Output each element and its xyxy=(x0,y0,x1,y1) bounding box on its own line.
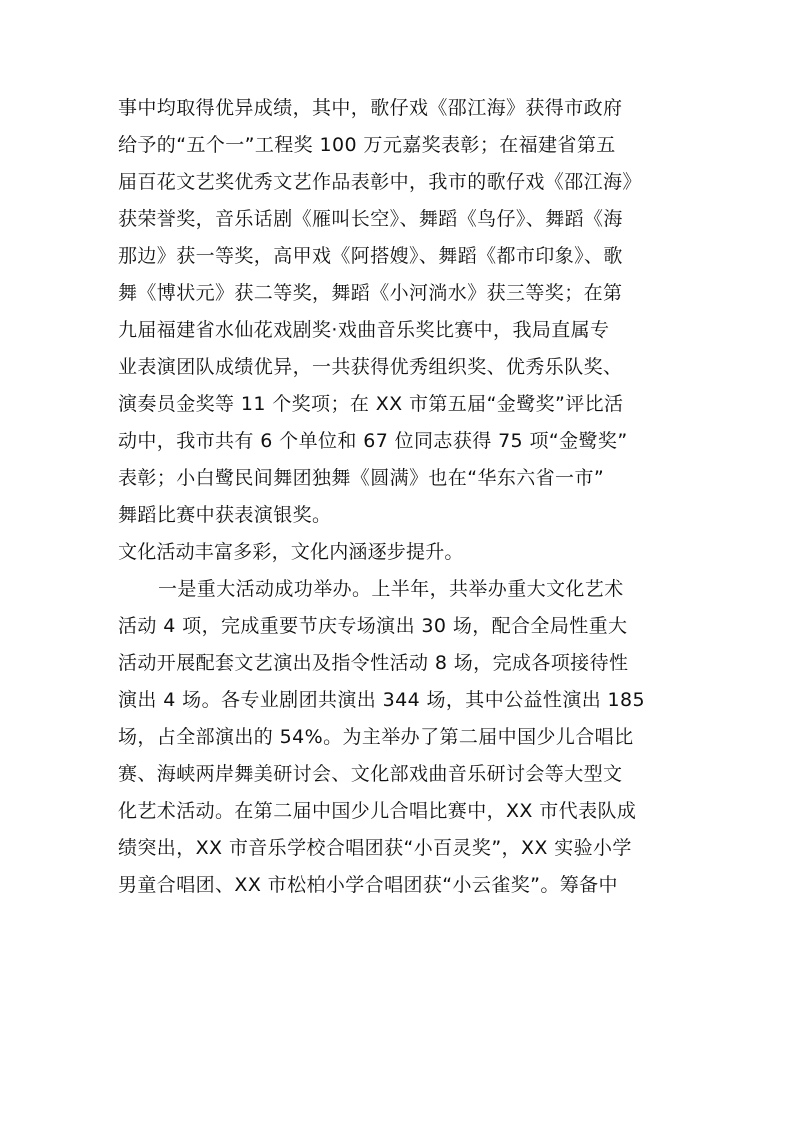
section-heading: 文化活动丰富多彩，文化内涵逐步提升。 xyxy=(118,541,464,563)
text-line-4: 获荣誉奖，音乐话剧《雁叫长空》、舞蹈《鸟仔》、舞蹈《海 xyxy=(118,208,623,230)
text-line-8: 业表演团队成绩优异，一共获得优秀组织奖、优秀乐队奖、 xyxy=(118,356,623,378)
text-line-15: 活动 4 项，完成重要节庆专场演出 30 场，配合全局性重大 xyxy=(118,615,628,637)
text-line-22: 男童合唱团、XX 市松柏小学合唱团获“小云雀奖”。筹备中 xyxy=(118,874,618,896)
text-line-2: 给予的“五个一”工程奖 100 万元嘉奖表彰；在福建省第五 xyxy=(118,134,616,156)
text-line-5: 那边》获一等奖，高甲戏《阿搭嫂》、舞蹈《都市印象》、歌 xyxy=(118,245,623,267)
text-line-11: 表彰；小白鹭民间舞团独舞《圆满》也在“华东六省一市” xyxy=(118,467,605,489)
text-line-19: 赛、海峡两岸舞美研讨会、文化部戏曲音乐研讨会等大型文 xyxy=(118,763,623,785)
text-line-18: 场，占全部演出的 54%。为主举办了第二届中国少儿合唱比 xyxy=(118,726,634,748)
text-line-1: 事中均取得优异成绩，其中，歌仔戏《邵江海》获得市政府 xyxy=(118,97,623,119)
text-line-17: 演出 4 场。各专业剧团共演出 344 场，其中公益性演出 185 xyxy=(118,689,646,711)
text-line-20: 化艺术活动。在第二届中国少儿合唱比赛中，XX 市代表队成 xyxy=(118,800,637,822)
text-line-16: 活动开展配套文艺演出及指令性活动 8 场，完成各项接待性 xyxy=(118,652,629,674)
text-line-10: 动中，我市共有 6 个单位和 67 位同志获得 75 项“金鹭奖” xyxy=(118,430,628,452)
paragraph-first-line: 一是重大活动成功举办。上半年，共举办重大文化艺术 xyxy=(158,578,624,600)
text-line-12: 舞蹈比赛中获表演银奖。 xyxy=(118,504,332,526)
text-line-6: 舞《博状元》获二等奖，舞蹈《小河淌水》获三等奖；在第 xyxy=(118,282,623,304)
text-line-7: 九届福建省水仙花戏剧奖·戏曲音乐奖比赛中，我局直属专 xyxy=(118,319,610,341)
text-line-9: 演奏员金奖等 11 个奖项；在 XX 市第五届“金鹭奖”评比活 xyxy=(118,393,624,415)
text-line-3: 届百花文艺奖优秀文艺作品表彰中，我市的歌仔戏《邵江海》 xyxy=(118,171,642,193)
text-line-21: 绩突出，XX 市音乐学校合唱团获“小百灵奖”，XX 实验小学 xyxy=(118,837,632,859)
